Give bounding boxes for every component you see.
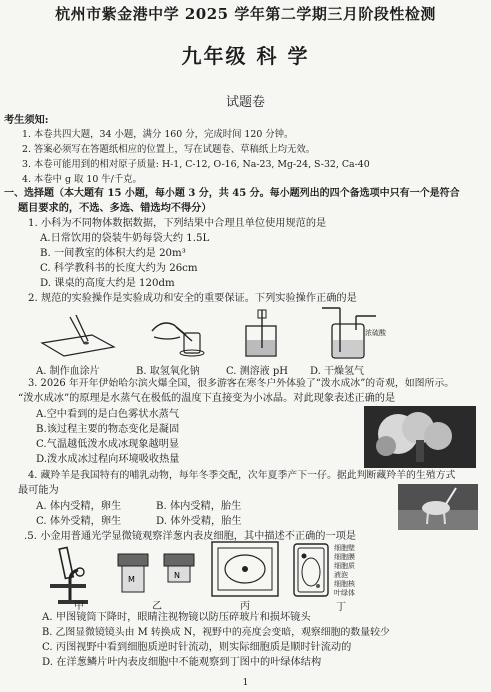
q3-option-d: D.泼水成冰过程向环境吸收热量 <box>36 454 180 465</box>
question-4-stem: 4. 藏羚羊是我国特有的哺乳动物，每年冬季交配，次年夏季产下一仔。据此判断藏羚羊的生殖方式 <box>28 470 456 481</box>
q3-option-b: B.该过程主要的物态变化是凝固 <box>36 424 180 435</box>
svg-text:M: M <box>128 575 135 584</box>
q2-option-b: B. 取氢氧化钠 <box>136 366 200 377</box>
q1-option-c: C. 科学教科书的长度大约为 26cm <box>40 263 198 274</box>
question-1-stem: 1. 小科为不同物体数据数据，下列结果中合理且单位使用规范的是 <box>28 218 327 229</box>
subject-title: 九年级 科 学 <box>181 44 310 68</box>
tibetan-antelope-photo <box>398 484 478 530</box>
q2-option-a: A. 制作血涂片 <box>36 366 100 377</box>
instruction-item: 1. 本卷共四大题，34 小题，满分 160 分，完成时间 120 分钟。 <box>22 129 294 140</box>
cell-label: 液泡 <box>334 571 348 579</box>
q4-option-a: A. 体内受精，卵生 <box>36 501 122 512</box>
question-3-stem-cont: “泼水成冰”的原理是水蒸气在极低的温度下直接变为小冰晶。对此现象表述正确的是 <box>18 393 396 404</box>
svg-text:N: N <box>174 571 180 580</box>
volume-title: 试题卷 <box>225 95 265 110</box>
question-4-stem-cont: 最可能为 <box>18 485 59 496</box>
figure-label-bing: 丙 <box>240 601 250 612</box>
q3-option-c: C.气温越低泼水成冰现象越明显 <box>36 439 180 450</box>
q4-option-d: D. 体外受精，胎生 <box>156 516 242 527</box>
ph-test-figure <box>238 308 288 360</box>
cell-label: 细胞核 <box>334 580 355 588</box>
objective-lenses-figure <box>112 548 202 598</box>
q5-option-d: D. 在洋葱鳞片叶内表皮细胞中不能观察到丁图中的叶绿体结构 <box>42 657 322 668</box>
cell-label: 细胞膜 <box>334 553 355 561</box>
q1-option-a: A.日常饮用的袋装牛奶每袋大约 1.5L <box>40 233 210 244</box>
figure-label-jia: 甲 <box>74 601 84 612</box>
q1-option-b: B. 一间教室的体积大约是 20m³ <box>40 248 186 259</box>
microscope-figure <box>40 544 100 606</box>
q1-option-d: D. 课桌的高度大约是 120dm <box>40 278 175 289</box>
plant-cell-figure <box>292 542 330 598</box>
q5-option-c: C. 丙图视野中看到细胞质逆时针流动，则实际细胞质是顺时针流动的 <box>42 642 352 653</box>
figure-label-yi: 乙 <box>152 601 162 612</box>
cell-field-figure <box>210 540 280 598</box>
question-3-stem: 3. 2026 年开年伊始哈尔滨火爆全国，很多游客在寒冬户外体验了“泼水成冰”的奇观，如图所示。 <box>28 378 455 389</box>
cell-label: 叶绿体 <box>334 589 355 597</box>
cell-label: 细胞质 <box>334 562 355 570</box>
q5-option-a: A. 甲图镜筒下降时，眼睛注视物镜以防压碎玻片和损坏镜头 <box>42 612 311 623</box>
figure-label-ding: 丁 <box>336 602 346 613</box>
take-naoh-figure <box>146 311 216 359</box>
figure-label-d: 浓硫酸 <box>365 329 386 337</box>
q4-option-c: C. 体外受精，卵生 <box>36 516 122 527</box>
blood-smear-figure <box>40 313 120 358</box>
question-5-stem: .5. 小金用普通光学显微镜观察洋葱内表皮细胞，其中描述不正确的一项是 <box>24 531 357 542</box>
q5-option-b: B. 乙图显微镜镜头由 M 转换成 N，视野中的亮度会变暗，观察细胞的数量较少 <box>42 627 390 638</box>
q4-option-b: B. 体内受精，胎生 <box>156 501 242 512</box>
page-number: 1 <box>242 678 249 688</box>
section-heading-cont: 题目要求的，不选、多选、错选均不得分） <box>18 202 212 214</box>
cell-label: 细胞壁 <box>334 544 355 552</box>
q3-option-a: A.空中看到的是白色雾状水蒸气 <box>36 409 180 420</box>
section-heading: 一、选择题（本大题有 15 小题，每小题 3 分，共 45 分。每小题列出的四个备选项中只有一个是符合 <box>4 188 460 199</box>
water-to-ice-photo <box>364 406 476 468</box>
question-2-stem: 2. 规范的实验操作是实验成功和安全的重要保证。下列实验操作正确的是 <box>28 293 357 304</box>
school-title: 杭州市紫金港中学 2025 学年第二学期三月阶段性检测 <box>55 5 436 23</box>
instructions-heading: 考生须知: <box>4 114 49 126</box>
instruction-item: 2. 答案必须写在答题纸相应的位置上，写在试题卷、草稿纸上均无效。 <box>22 144 316 155</box>
instruction-item: 3. 本卷可能用到的相对原子质量: H-1, C-12, O-16, Na-23, Mg-24, S-32, Ca-40 <box>22 159 370 170</box>
q2-option-d: D. 干燥氢气 <box>310 366 365 377</box>
instruction-item: 4. 本卷中 g 取 10 牛/千克。 <box>22 174 142 185</box>
q2-option-c: C. 测溶液 pH <box>226 366 288 377</box>
